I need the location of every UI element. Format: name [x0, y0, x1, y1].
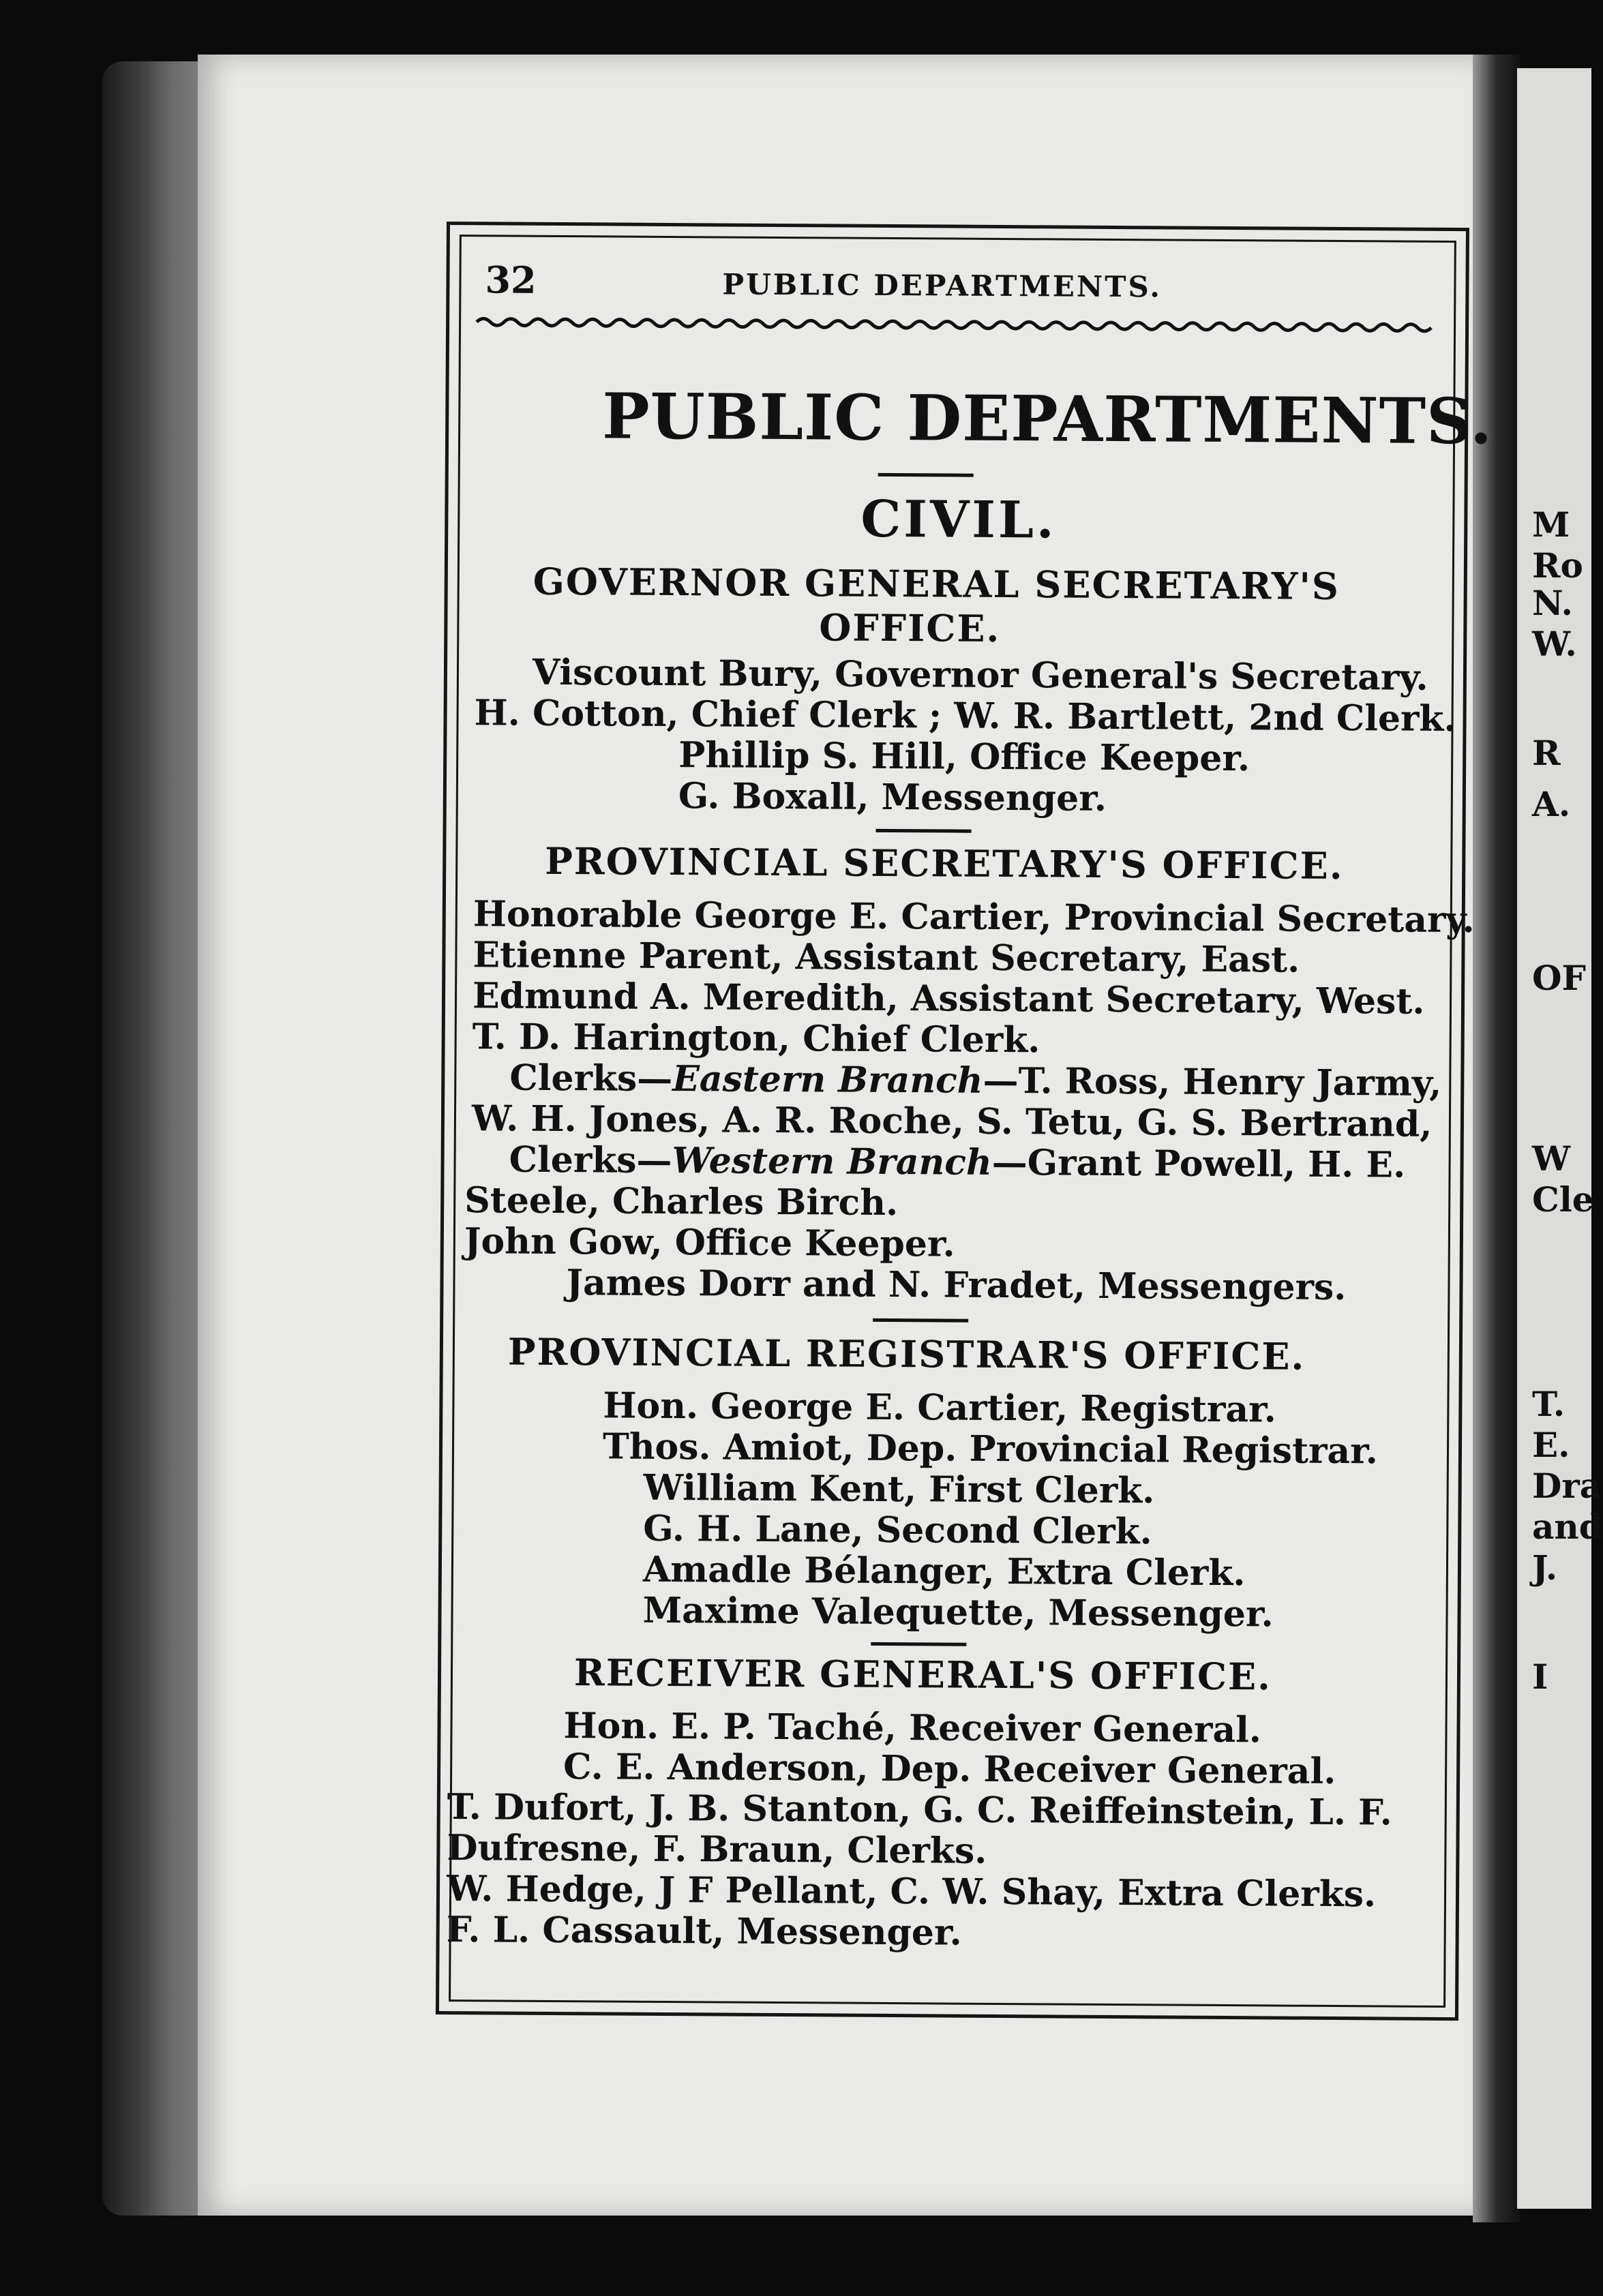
entry-line: Steele, Charles Birch. [464, 1179, 899, 1224]
clerks-west-line [509, 1139, 1405, 1186]
entry-line: Edmund A. Meredith, Assistant Secretary, West. [472, 975, 1425, 1023]
entry-line: T. D. Harington, Chief Clerk. [472, 1016, 1040, 1061]
facing-page-fragment: Dra [1532, 1466, 1602, 1506]
facing-page-fragment: and [1532, 1507, 1603, 1547]
facing-page-fragment: T. [1532, 1384, 1565, 1424]
entry-line: Hon. George E. Cartier, Registrar. [603, 1385, 1277, 1431]
clerks-names: —T. Ross, Henry Jarmy, [983, 1059, 1442, 1104]
page-content [439, 225, 1493, 2017]
facing-page-fragment: E. [1532, 1425, 1570, 1465]
facing-page-fragment: A. [1532, 784, 1571, 824]
running-head: PUBLIC DEPARTMENTS. [722, 267, 1163, 304]
clerks-names: —Grant Powell, H. E. [991, 1141, 1406, 1186]
entry-line: G. Boxall, Messenger. [678, 775, 1107, 819]
facing-page-fragment: N. [1532, 583, 1573, 623]
entry-line: Maxime Valequette, Messenger. [642, 1589, 1274, 1635]
clerks-prefix: Clerks— [509, 1138, 672, 1182]
entry-line: Honorable George E. Cartier, Provincial Secretary. [473, 893, 1475, 941]
entry-line: James Dorr and N. Fradet, Messengers. [566, 1262, 1347, 1309]
entry-line: H. Cotton, Chief Clerk ; W. R. Bartlett, 2nd Clerk. [474, 692, 1456, 740]
entry-line: C. E. Anderson, Dep. Receiver General. [563, 1746, 1336, 1793]
page-number: 32 [485, 258, 537, 302]
entry-line: G. H. Lane, Second Clerk. [643, 1507, 1152, 1553]
facing-page-fragment: R [1532, 733, 1561, 773]
entry-line: W. H. Jones, A. R. Roche, S. Tetu, G. S. Bertrand, [471, 1098, 1433, 1145]
facing-page-fragment: I [1532, 1657, 1548, 1697]
book-gutter [1473, 55, 1520, 2222]
clerks-east-line [509, 1057, 1441, 1104]
entry-line: W. Hedge, J F Pellant, C. W. Shay, Extra Clerks. [446, 1868, 1377, 1916]
office-heading: GOVERNOR GENERAL SECRETARY'S [533, 559, 1340, 609]
divider [878, 473, 974, 477]
wavy-rule [477, 314, 1431, 336]
office-heading: PROVINCIAL SECRETARY'S OFFICE. [545, 839, 1344, 888]
entry-line: Viscount Bury, Governor General's Secretary. [532, 651, 1428, 699]
divider [873, 1318, 968, 1323]
branch-name: Eastern Branch [672, 1058, 983, 1102]
office-heading: OFFICE. [819, 605, 1001, 650]
entry-line: John Gow, Office Keeper. [464, 1220, 955, 1265]
office-heading: PROVINCIAL REGISTRAR'S OFFICE. [507, 1329, 1306, 1378]
entry-line: William Kent, First Clerk. [643, 1466, 1155, 1512]
entry-line: Phillip S. Hill, Office Keeper. [678, 734, 1250, 780]
facing-page-fragment: J. [1532, 1547, 1558, 1588]
facing-page-fragment: Cle [1532, 1179, 1594, 1220]
facing-page-fragment: OF [1532, 958, 1587, 998]
entry-line: Thos. Amiot, Dep. Provincial Registrar. [602, 1425, 1379, 1472]
facing-page-fragment: Ro [1532, 545, 1583, 586]
divider [871, 1642, 966, 1646]
entry-line: T. Dufort, J. B. Stanton, G. C. Reiffeinstein, L. F. [447, 1786, 1392, 1834]
facing-page-fragment: W [1532, 1138, 1571, 1179]
facing-page-edge [1517, 68, 1603, 2209]
page-title: PUBLIC DEPARTMENTS. [601, 379, 1493, 459]
entry-line: Hon. E. P. Taché, Receiver General. [563, 1705, 1262, 1751]
section-heading: CIVIL. [860, 489, 1057, 550]
branch-name: Western Branch [672, 1140, 992, 1183]
facing-page-fragment: W. [1532, 624, 1577, 664]
facing-page-fragment: M [1532, 504, 1570, 545]
divider [876, 829, 972, 833]
entry-line: F. L. Cassault, Messenger. [446, 1909, 962, 1954]
entry-line: Amadle Bélanger, Extra Clerk. [642, 1548, 1246, 1595]
page-border [436, 222, 1493, 2021]
entry-line: Etienne Parent, Assistant Secretary, East. [473, 934, 1300, 981]
office-heading: RECEIVER GENERAL'S OFFICE. [573, 1650, 1272, 1699]
clerks-prefix: Clerks— [509, 1057, 673, 1100]
entry-line: Dufresne, F. Braun, Clerks. [447, 1827, 987, 1872]
